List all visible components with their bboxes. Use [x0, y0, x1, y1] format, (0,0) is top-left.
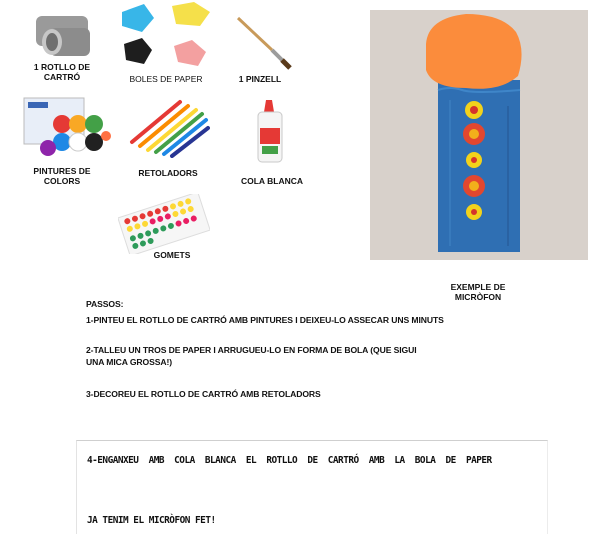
cardboard-roll-icon: [30, 10, 100, 60]
markers-icon: [128, 98, 210, 158]
example-caption: EXEMPLE DE MICRÒFON: [450, 282, 506, 302]
microphone-example-image: [370, 10, 588, 260]
material-label: PINTURES DE COLORS: [33, 166, 91, 186]
paintbrush-icon: [232, 14, 296, 70]
step-1: 1-PINTEU EL ROTLLO DE CARTRÓ AMB PINTURES I DEIXEU-LO ASSECAR UNS MINUTS: [86, 315, 444, 325]
material-label: RETOLADORS: [138, 168, 198, 178]
glue-bottle-icon: [252, 98, 292, 166]
step-2: 2-TALLEU UN TROS DE PAPER I ARRUGUEU-LO EN FORMA DE BOLA (QUE SIGUI UNA MICA GROSSA!): [86, 345, 417, 367]
paint-set-icon: [22, 96, 112, 164]
final-message: JA TENIM EL MICRÒFON FET!: [87, 515, 216, 526]
material-label: BOLES DE PAPER: [129, 74, 203, 84]
paper-balls-icon: [114, 2, 218, 70]
step-4: 4-ENGANXEU AMB COLA BLANCA EL ROTLLO DE CARTRÓ AMB LA BOLA DE PAPER: [87, 455, 492, 466]
material-label: 1 ROTLLO DE CARTRÓ: [33, 62, 91, 82]
sticker-dots-icon: [118, 194, 210, 254]
steps-heading: PASSOS:: [86, 299, 124, 309]
material-label: 1 PINZELL: [238, 74, 282, 84]
material-label: GOMETS: [153, 250, 191, 260]
material-label: COLA BLANCA: [240, 176, 303, 186]
final-steps-box: [76, 440, 548, 534]
step-3: 3-DECOREU EL ROTLLO DE CARTRÓ AMB RETOLADORS: [86, 389, 321, 399]
